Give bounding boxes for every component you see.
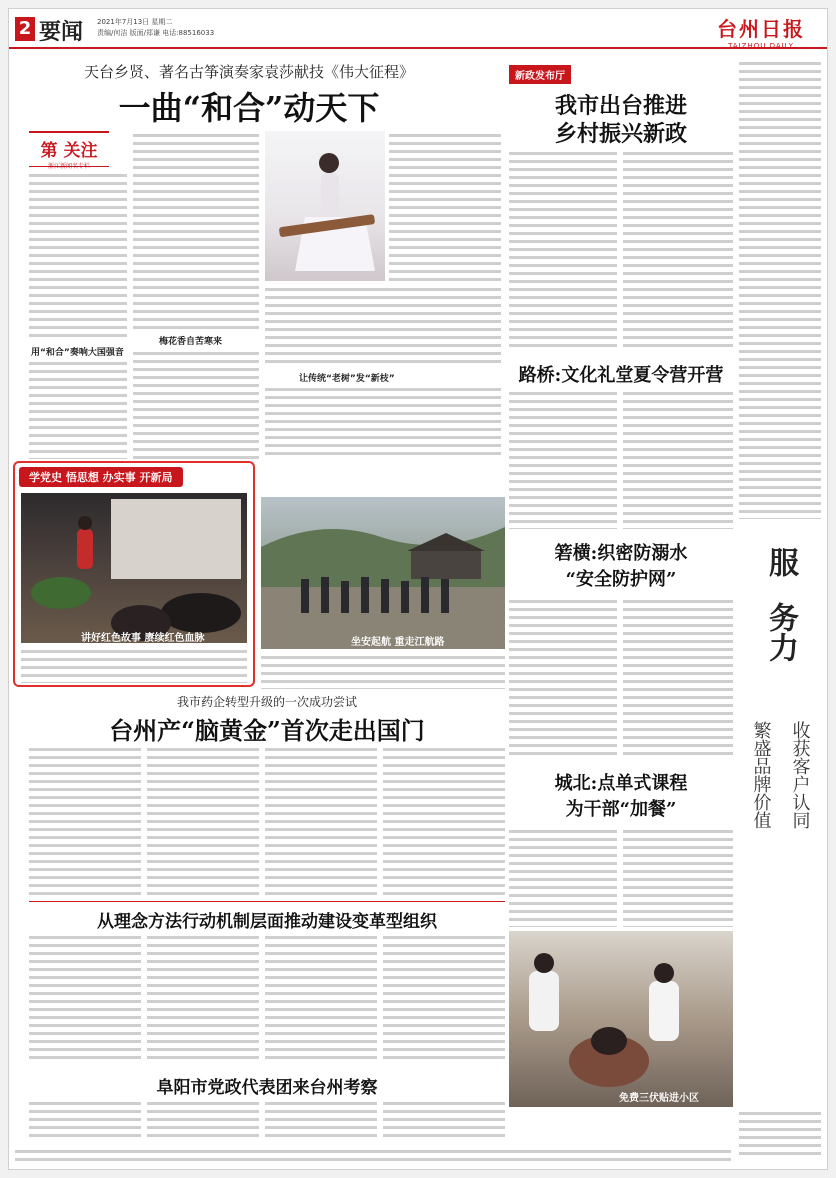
chengbei-headline-line2: 为干部“加餐”	[565, 799, 677, 820]
org-reform-col1	[29, 933, 141, 1063]
lead-text-col2	[133, 131, 259, 331]
lead-kicker: 天台乡贤、著名古筝演奏家袁莎献技《伟大征程》	[83, 63, 414, 81]
group-illustration	[261, 497, 505, 649]
lead-headline: 一曲“和合”动天下	[118, 89, 380, 127]
issue-meta	[97, 17, 214, 39]
org-reform-col3	[265, 933, 377, 1063]
clinic-photo	[509, 931, 733, 1107]
chengbei-text-col1	[509, 827, 617, 927]
lead-text-col4	[389, 131, 501, 281]
ruoheng-text-col1	[509, 597, 617, 757]
party-photo-caption: 讲好红色故事 赓续红色血脉	[81, 633, 205, 643]
slogan-columns	[739, 685, 821, 869]
luqiao-headline: 路桥:文化礼堂夏令营开营	[518, 365, 724, 386]
logo-chinese: 台州日报	[717, 17, 805, 41]
policy-text-col1	[509, 149, 617, 349]
chengbei-headline-line1: 城北:点单式课程	[554, 773, 688, 794]
issue-date: 2021年7月13日 星期二	[97, 18, 173, 26]
slogan-col-2: 收获客户认同	[789, 721, 811, 829]
divider-lower	[29, 901, 505, 902]
luqiao-text-col1	[509, 389, 617, 529]
brain-gold-col3	[265, 745, 377, 895]
sidebar-notices-text	[739, 59, 821, 519]
river-photo-text	[261, 653, 505, 689]
brain-gold-kicker: 我市药企转型升级的一次成功尝试	[176, 695, 357, 709]
luqiao-text-col2	[623, 389, 733, 529]
masthead	[9, 9, 828, 49]
brain-gold-col4	[383, 745, 505, 895]
footer-text	[15, 1147, 731, 1165]
policy-headline-line1: 我市出台推进	[554, 93, 687, 119]
fuyang-col4	[383, 1099, 505, 1141]
brain-gold-col2	[147, 745, 259, 895]
column-tag: 第 关注	[40, 141, 98, 161]
slogan-big-1: 服	[763, 547, 798, 577]
clinic-photo-caption: 免费三伏贴进小区	[619, 1093, 699, 1104]
party-box-text	[21, 647, 247, 683]
logo-english: TAIZHOU DAILY	[728, 42, 794, 50]
page-footer	[15, 1147, 731, 1165]
ruoheng-text-col2	[623, 597, 733, 757]
performer-illustration	[265, 131, 385, 281]
lecture-illustration	[21, 493, 247, 643]
newspaper-logo	[717, 13, 805, 50]
sidebar-notices	[739, 59, 821, 519]
slogan-big-2: 务力	[763, 602, 798, 662]
lead-text-col1	[29, 171, 127, 341]
lead-text-col1b	[29, 359, 127, 459]
chengbei-text-col2	[623, 827, 733, 927]
policy-text-col2	[623, 149, 733, 349]
column-sub: 浙江新闻名专栏	[47, 163, 90, 170]
ruoheng-headline-line1: 箬横:织密防溺水	[554, 543, 688, 564]
lead-subhead3: 让传统“老树”发“新枝”	[299, 374, 395, 384]
sidebar-footer-text	[739, 1109, 821, 1159]
org-reform-headline: 从理念方法行动机制层面推动建设变革型组织	[97, 912, 437, 932]
fuyang-col3	[265, 1099, 377, 1141]
lead-text-col2b	[133, 349, 259, 459]
page-number: 2	[15, 17, 35, 41]
river-photo-caption: 坐安起航 重走江航路	[351, 637, 445, 648]
issue-editors: 责编/何洁 版面/郑谦 电话:88516033	[97, 29, 215, 37]
section-title: 要闻	[39, 19, 84, 45]
fuyang-col1	[29, 1099, 141, 1141]
newspaper-page	[8, 8, 828, 1170]
guzheng-performer-photo	[265, 131, 385, 281]
fuyang-col2	[147, 1099, 259, 1141]
column-tag-box	[29, 131, 109, 170]
brain-gold-col1	[29, 745, 141, 895]
lead-subhead2: 梅花香自苦寒来	[159, 337, 223, 347]
service-slogan-ad	[739, 537, 821, 917]
lead-text-wide2	[265, 385, 501, 459]
fuyang-headline: 阜阳市党政代表团来台州考察	[156, 1078, 378, 1098]
ruoheng-headline-line2: “安全防护网”	[565, 569, 677, 590]
lead-subhead1: 用“和合”奏响大国强音	[31, 348, 124, 358]
org-reform-col4	[383, 933, 505, 1063]
lead-text-wide	[265, 285, 501, 365]
clinic-illustration	[509, 931, 733, 1107]
org-reform-col2	[147, 933, 259, 1063]
policy-tag: 新政发布厅	[509, 65, 571, 84]
policy-headline-line2: 乡村振兴新政	[554, 121, 687, 147]
party-history-tag: 学党史 悟思想 办实事 开新局	[19, 467, 183, 487]
slogan-col-1: 繁盛品牌价值	[750, 721, 772, 829]
brain-gold-headline: 台州产“脑黄金”首次走出国门	[109, 716, 425, 745]
party-lecture-photo	[21, 493, 247, 643]
river-route-photo	[261, 497, 505, 649]
